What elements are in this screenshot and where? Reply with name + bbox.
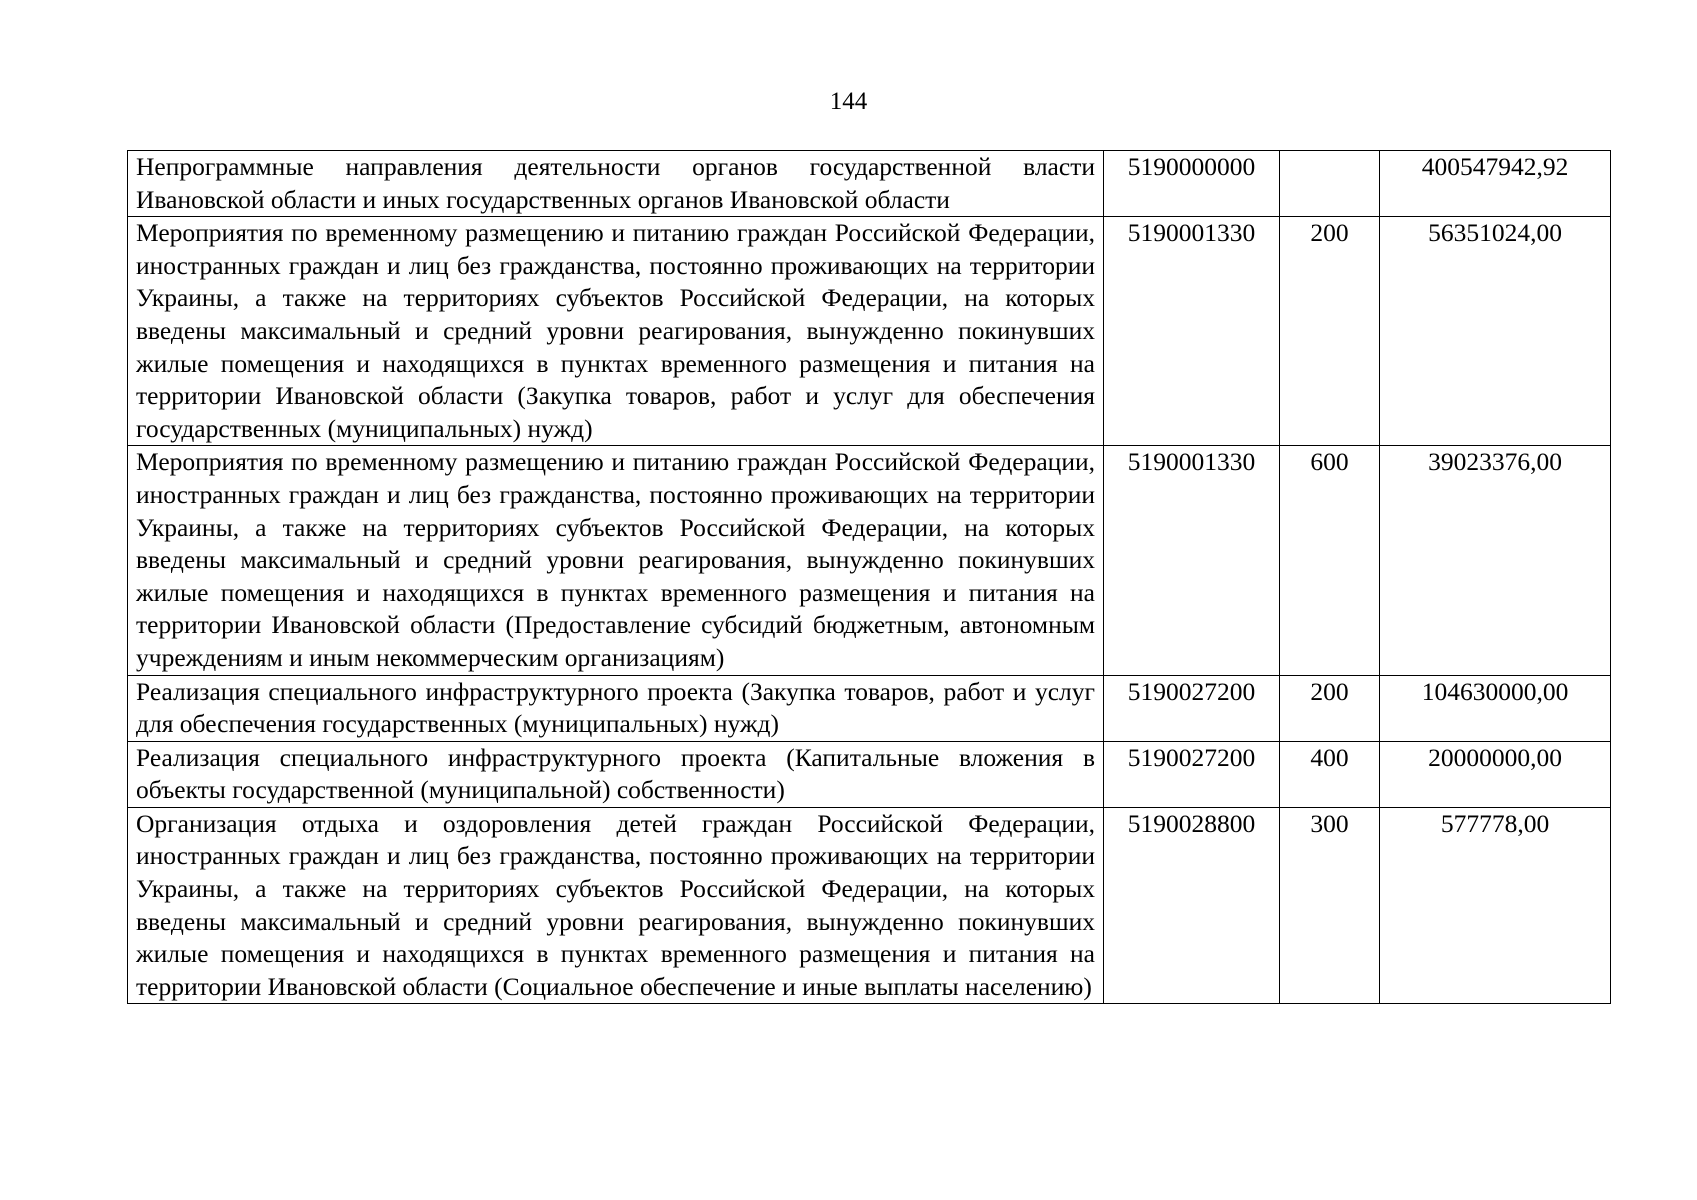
row-name: Организация отдыха и оздоровления детей граждан Российской Федерации, иностранных граждан и лиц без гражданства, постоянно проживающих на территории Украины, а также на территориях субъектов Российской Федерации, на которых введены максимальный и средний уровни реагирования, вынужденно покинувших жилые помещения и находящихся в пунктах временного размещения и питания на территории Ивановской области (Социальное обеспечение и иные выплаты населению) xyxy=(128,807,1104,1004)
row-amount: 56351024,00 xyxy=(1380,217,1611,446)
row-amount: 39023376,00 xyxy=(1380,446,1611,675)
row-target-code: 5190001330 xyxy=(1104,446,1280,675)
table-row xyxy=(128,217,1611,446)
row-expense-type: 400 xyxy=(1280,741,1380,807)
table-row xyxy=(128,741,1611,807)
table-row xyxy=(128,151,1611,217)
row-amount: 20000000,00 xyxy=(1380,741,1611,807)
row-name: Реализация специального инфраструктурного проекта (Капитальные вложения в объекты государственной (муниципальной) собственности) xyxy=(128,741,1104,807)
row-target-code: 5190001330 xyxy=(1104,217,1280,446)
budget-table xyxy=(127,150,1611,1004)
row-amount: 400547942,92 xyxy=(1380,151,1611,217)
row-name: Непрограммные направления деятельности органов государственной власти Ивановской области и иных государственных органов Ивановской области xyxy=(128,151,1104,217)
row-name: Реализация специального инфраструктурного проекта (Закупка товаров, работ и услуг для обеспечения государственных (муниципальных) нужд) xyxy=(128,675,1104,741)
table-row xyxy=(128,807,1611,1004)
row-target-code: 5190027200 xyxy=(1104,675,1280,741)
row-name: Мероприятия по временному размещению и питанию граждан Российской Федерации, иностранных граждан и лиц без гражданства, постоянно проживающих на территории Украины, а также на территориях субъектов Российской Федерации, на которых введены максимальный и средний уровни реагирования, вынужденно покинувших жилые помещения и находящихся в пунктах временного размещения и питания на территории Ивановской области (Закупка товаров, работ и услуг для обеспечения государственных (муниципальных) нужд) xyxy=(128,217,1104,446)
row-expense-type: 200 xyxy=(1280,675,1380,741)
row-target-code: 5190000000 xyxy=(1104,151,1280,217)
table-row xyxy=(128,675,1611,741)
row-expense-type: 600 xyxy=(1280,446,1380,675)
row-amount: 104630000,00 xyxy=(1380,675,1611,741)
row-amount: 577778,00 xyxy=(1380,807,1611,1004)
row-expense-type xyxy=(1280,151,1380,217)
table-row xyxy=(128,446,1611,675)
row-target-code: 5190028800 xyxy=(1104,807,1280,1004)
row-name: Мероприятия по временному размещению и питанию граждан Российской Федерации, иностранных граждан и лиц без гражданства, постоянно проживающих на территории Украины, а также на территориях субъектов Российской Федерации, на которых введены максимальный и средний уровни реагирования, вынужденно покинувших жилые помещения и находящихся в пунктах временного размещения и питания на территории Ивановской области (Предоставление субсидий бюджетным, автономным учреждениям и иным некоммерческим организациям) xyxy=(128,446,1104,675)
row-target-code: 5190027200 xyxy=(1104,741,1280,807)
row-expense-type: 200 xyxy=(1280,217,1380,446)
row-expense-type: 300 xyxy=(1280,807,1380,1004)
page-number: 144 xyxy=(829,88,868,115)
